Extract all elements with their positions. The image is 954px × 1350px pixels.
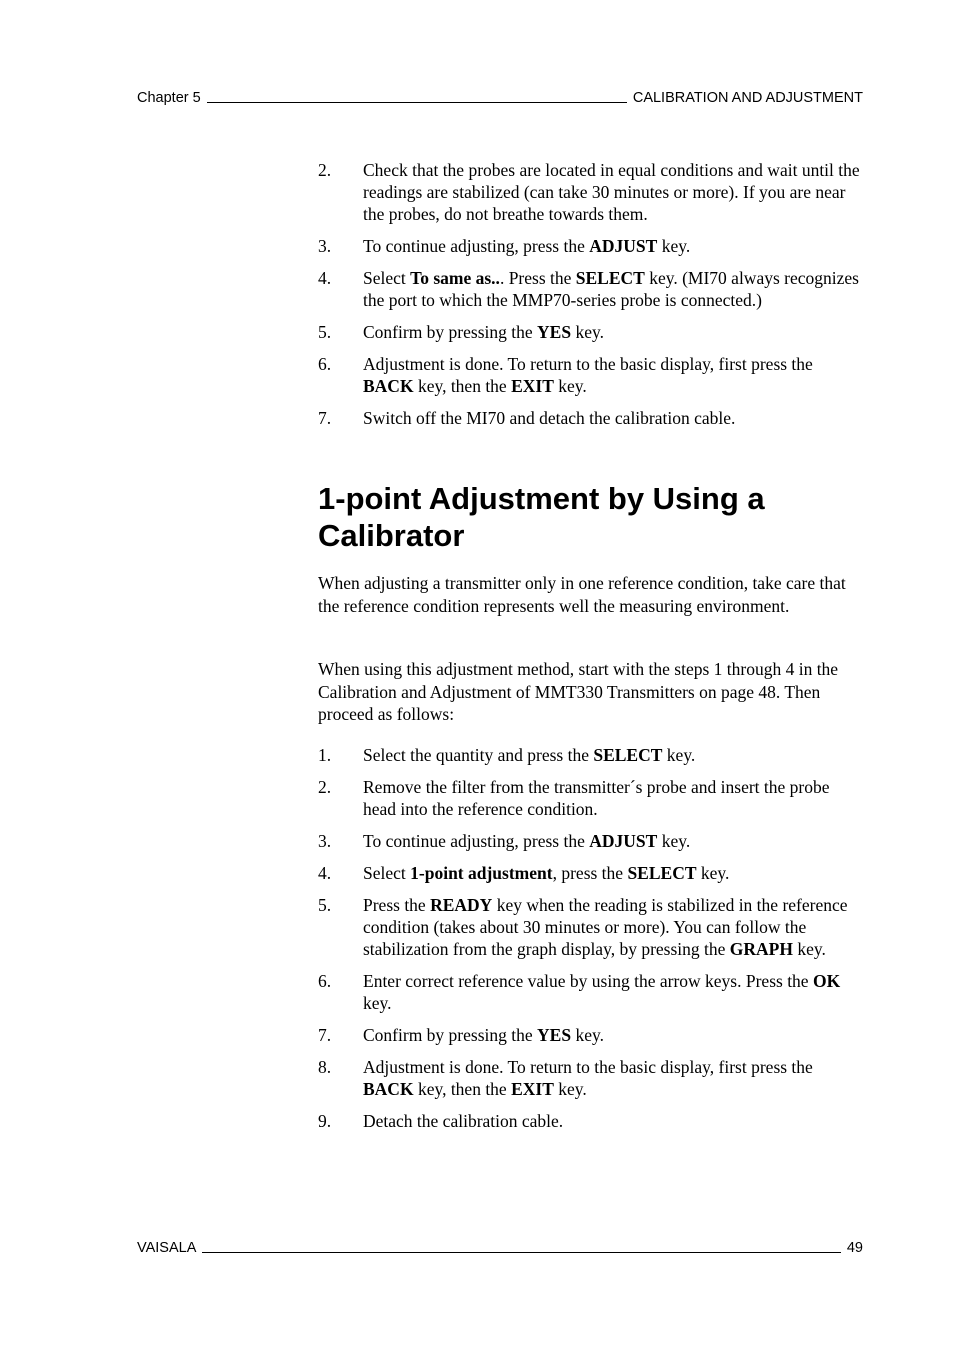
step-number: 3. xyxy=(318,236,332,256)
key-name: YES xyxy=(537,1025,572,1045)
step-text-run: To continue adjusting, press the xyxy=(363,831,590,851)
step-number: 1. xyxy=(318,745,332,765)
company-name: VAISALA xyxy=(137,1240,197,1256)
key-name: SELECT xyxy=(627,863,697,883)
key-name: EXIT xyxy=(511,376,554,396)
running-footer xyxy=(137,1240,863,1256)
step-number: 9. xyxy=(318,1111,332,1131)
section-heading: 1-point Adjustment by Using a Calibrator xyxy=(318,481,765,553)
key-name: ADJUST xyxy=(589,236,658,256)
step-text xyxy=(363,862,866,884)
step-text xyxy=(363,267,866,311)
step-text-run: Switch off the MI70 and detach the calibration cable. xyxy=(363,408,736,428)
step-text-run: Press the xyxy=(363,895,431,915)
step-text-run: , press the xyxy=(552,863,628,883)
step-text-run: key, then the xyxy=(413,1079,512,1099)
key-name: BACK xyxy=(363,1079,414,1099)
step-text-run: key. xyxy=(696,863,730,883)
header-rule xyxy=(207,102,627,103)
step-text-run: key. xyxy=(662,745,696,765)
step-text xyxy=(363,407,866,429)
step-number: 7. xyxy=(318,408,332,428)
step-text xyxy=(363,830,866,852)
step-text-run: key. (MI70 always recognizes the port to which the MMP70-series probe is connected.) xyxy=(363,268,859,310)
step-text xyxy=(363,159,866,225)
step-text-run: To continue adjusting, press the xyxy=(363,236,590,256)
page-number: 49 xyxy=(846,1240,863,1256)
list-item xyxy=(318,1110,866,1132)
list-item xyxy=(318,235,866,257)
key-name: BACK xyxy=(363,376,414,396)
step-number: 2. xyxy=(318,777,332,797)
step-text-run: key. xyxy=(363,993,392,1013)
step-text-run: key. xyxy=(657,236,691,256)
step-number: 2. xyxy=(318,160,332,180)
chapter-label: Chapter 5 xyxy=(137,90,201,106)
step-text-run: Select the quantity and press the xyxy=(363,745,594,765)
list-item xyxy=(318,353,866,397)
key-name: ADJUST xyxy=(589,831,658,851)
step-text xyxy=(363,353,866,397)
step-text-run: key. xyxy=(571,1025,604,1045)
method-paragraph: When using this adjustment method, start with the steps 1 through 4 in the Calibration and Adjustment of MMT330 Transmitters on page 48. Then proceed as follows: xyxy=(318,659,839,724)
list-item xyxy=(318,1024,866,1046)
step-text xyxy=(363,321,866,343)
step-text-run: Detach the calibration cable. xyxy=(363,1111,564,1131)
step-number: 3. xyxy=(318,831,332,851)
step-text-run: . Press the xyxy=(499,268,576,288)
intro-paragraph: When adjusting a transmitter only in one reference condition, take care that the reference condition represents well the measuring environment. xyxy=(318,573,846,616)
key-name: SELECT xyxy=(593,745,663,765)
step-text xyxy=(363,1056,866,1100)
step-text xyxy=(363,744,866,766)
step-number: 4. xyxy=(318,268,332,288)
step-text-run: key. xyxy=(571,322,604,342)
key-name: EXIT xyxy=(511,1079,554,1099)
step-text-run: key. xyxy=(553,376,587,396)
step-number: 8. xyxy=(318,1057,332,1077)
step-text xyxy=(363,1024,866,1046)
step-number: 4. xyxy=(318,863,332,883)
step-number: 7. xyxy=(318,1025,332,1045)
step-number: 5. xyxy=(318,895,332,915)
running-header xyxy=(137,90,863,106)
list-item xyxy=(318,970,866,1014)
step-text-run: Enter correct reference value by using the arrow keys. Press the xyxy=(363,971,813,991)
key-name: READY xyxy=(430,895,493,915)
step-text-run: Select xyxy=(363,268,411,288)
key-name: GRAPH xyxy=(729,939,793,959)
step-text-run: Adjustment is done. To return to the basic display, first press the xyxy=(363,1057,813,1077)
step-text xyxy=(363,776,866,820)
step-text xyxy=(363,894,866,960)
list-item xyxy=(318,159,866,225)
step-text-run: Remove the filter from the transmitter´s probe and insert the probe head into the reference condition. xyxy=(363,777,830,819)
key-name: 1-point adjustment xyxy=(410,863,553,883)
key-name: SELECT xyxy=(575,268,645,288)
step-text-run: key. xyxy=(553,1079,587,1099)
list-item xyxy=(318,407,866,429)
step-text xyxy=(363,1110,866,1132)
list-item xyxy=(318,776,866,820)
step-number: 6. xyxy=(318,354,332,374)
step-text-run: Adjustment is done. To return to the basic display, first press the xyxy=(363,354,813,374)
list-item xyxy=(318,321,866,343)
list-item xyxy=(318,267,866,311)
step-text-run: Confirm by pressing the xyxy=(363,1025,538,1045)
key-name: YES xyxy=(537,322,572,342)
list-item xyxy=(318,830,866,852)
step-text xyxy=(363,235,866,257)
step-text-run: key. xyxy=(657,831,691,851)
step-number: 6. xyxy=(318,971,332,991)
list-item xyxy=(318,894,866,960)
step-text-run: key. xyxy=(792,939,826,959)
step-text-run: key, then the xyxy=(413,376,512,396)
list-item xyxy=(318,862,866,884)
list-item xyxy=(318,744,866,766)
step-text-run: Select xyxy=(363,863,411,883)
step-text xyxy=(363,970,866,1014)
step-list-continued xyxy=(318,159,866,439)
step-list-1-point xyxy=(318,744,866,1142)
key-name: To same as.. xyxy=(410,268,500,288)
footer-rule xyxy=(202,1252,840,1253)
step-text-run: Confirm by pressing the xyxy=(363,322,538,342)
list-item xyxy=(318,1056,866,1100)
section-title: CALIBRATION AND ADJUSTMENT xyxy=(632,90,863,106)
step-number: 5. xyxy=(318,322,332,342)
step-text-run: Check that the probes are located in equal conditions and wait until the readings are stabilized (can take 30 minutes or more). If you are near the probes, do not breathe towards them. xyxy=(363,160,860,224)
step-text-run: key when the reading is stabilized in the reference condition (takes about 30 minutes or more). You can follow the stabilization from the graph display, by pressing the xyxy=(363,895,848,959)
key-name: OK xyxy=(812,971,841,991)
